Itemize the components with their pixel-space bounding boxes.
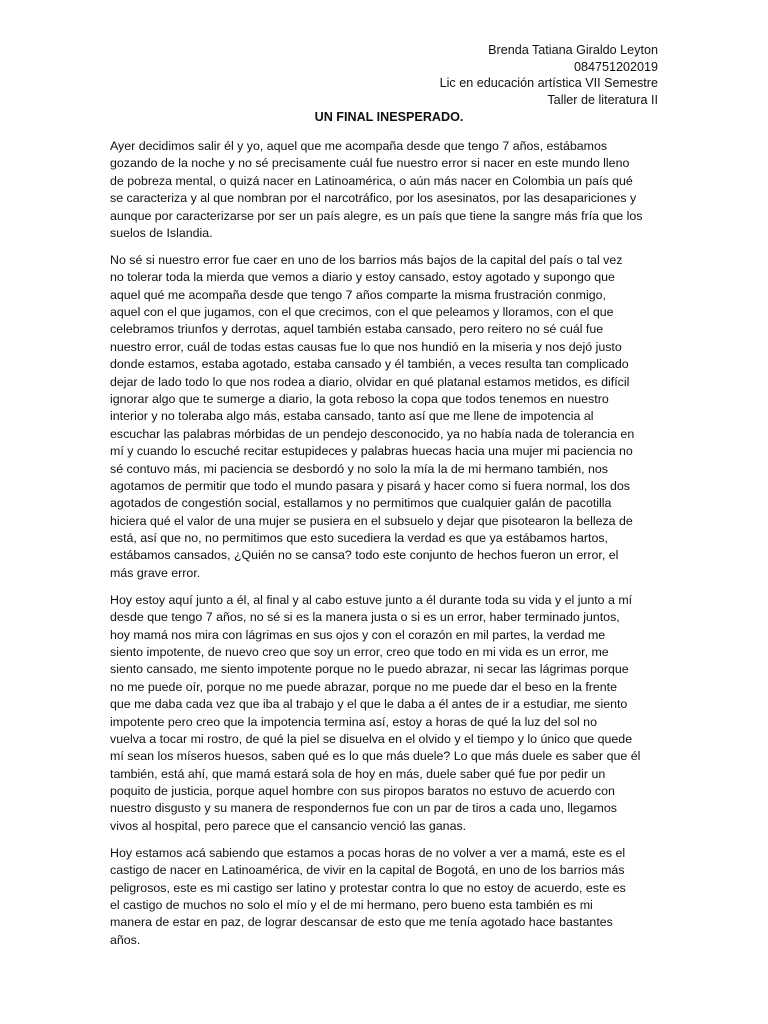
text-line: Hoy estamos acá sabiendo que estamos a pocas horas de no volver a ver a mamá, este es el bbox=[110, 845, 626, 860]
text-line: años. bbox=[110, 932, 141, 947]
text-line: nuestro disgusto y su manera de respondernos fue con un par de tiros a cada uno, llegamos bbox=[110, 801, 617, 816]
program-name: Lic en educación artística VII Semestre bbox=[439, 76, 658, 91]
student-id: 084751202019 bbox=[573, 59, 658, 74]
document-body bbox=[110, 138, 690, 959]
text-line: gozando de la noche y no sé precisamente cuál fue nuestro error si nacer en este mundo lleno bbox=[110, 156, 630, 171]
text-line: aquel con el que jugamos, con el que crecimos, con el que peleamos y lloramos, con el que bbox=[110, 305, 614, 320]
text-line: siento cansado, me siento impotente porque no le puedo abrazar, ni secar las lágrimas porque bbox=[110, 662, 629, 677]
text-line: mí sean los míseros huesos, saben qué es lo que más duele? Lo que más duele es saber que él bbox=[110, 749, 641, 764]
text-line: más grave error. bbox=[110, 565, 201, 580]
text-line: de pobreza mental, o quizá nacer en Latinoamérica, o aún más nacer en Colombia un país qué bbox=[110, 173, 633, 188]
text-line: celebramos triunfos y derrotas, aquel también estaba cansado, pero reitero no sé cuál fue bbox=[110, 322, 604, 337]
paragraph-2 bbox=[110, 252, 690, 582]
text-line: dejar de lado todo lo que nos rodea a diario, olvidar en qué platanal estamos metidos, es difícil bbox=[110, 374, 630, 389]
author-header bbox=[440, 42, 658, 108]
text-line: no me puede oír, porque no me puede abrazar, porque no me puede dar el beso en la frente bbox=[110, 679, 617, 694]
paragraph-1 bbox=[110, 138, 690, 242]
text-line: agotamos de permitir que todo el mundo pasara y pisará y hacer como si fuera normal, los dos bbox=[110, 478, 630, 493]
text-line: donde estamos, estaba agotado, estaba cansado y él también, a veces resulta tan complicado bbox=[110, 357, 629, 372]
course-name: Taller de literatura II bbox=[547, 92, 658, 107]
paragraph-3 bbox=[110, 592, 690, 835]
text-line: mí y cuando lo escuché recitar estupideces y palabras huecas hacia una mujer mi paciencia no bbox=[110, 444, 633, 459]
text-line: No sé si nuestro error fue caer en uno de los barrios más bajos de la capital del país o tal vez bbox=[110, 252, 623, 267]
text-line: nuestro error, cuál de todas estas causas fue lo que nos hundió en la miseria y nos dejó justo bbox=[110, 339, 622, 354]
author-name: Brenda Tatiana Giraldo Leyton bbox=[488, 43, 658, 57]
text-line: impotente pero creo que la impotencia termina así, estoy a horas de qué la luz del sol no bbox=[110, 714, 597, 729]
text-line: manera de estar en paz, de lograr descansar de esto que me tenía agotado hace bastantes bbox=[110, 915, 613, 930]
text-line: peligrosos, este es mi castigo ser latino y protestar contra lo que no estoy de acuerdo, este es bbox=[110, 880, 626, 895]
text-line: no tolerar toda la mierda que vemos a diario y estoy cansado, estoy agotado y supongo que bbox=[110, 270, 615, 285]
text-line: poquito de justicia, porque aquel hombre con sus piropos baratos no estuvo de acuerdo con bbox=[110, 784, 615, 799]
text-line: Hoy estoy aquí junto a él, al final y al cabo estuve junto a él durante toda su vida y el junto a mí bbox=[110, 592, 633, 607]
text-line: hoy mamá nos mira con lágrimas en sus ojos y con el corazón en mil partes, la verdad me bbox=[110, 627, 606, 642]
text-line: aunque por caracterizarse por ser un país alegre, es un país que tiene la sangre más fría que los bbox=[110, 208, 643, 223]
text-line: que me daba cada vez que iba al trabajo y el que le daba a él antes de ir a estudiar, me siento bbox=[110, 697, 628, 712]
text-line: también, está ahí, que mamá estará sola de hoy en más, duele saber qué fue por pedir un bbox=[110, 766, 606, 781]
text-line: vuelva a tocar mi rostro, de qué la piel se disuelva en el olvido y el tiempo y lo único que quede bbox=[110, 731, 633, 746]
text-line: desde que tengo 7 años, no sé si es la manera justa o si es un error, haber terminado juntos, bbox=[110, 610, 620, 625]
text-line: escuchar las palabras mórbidas de un pendejo desconocido, ya no había nada de tolerancia en bbox=[110, 426, 635, 441]
text-line: agotados de congestión social, estallamos y no permitimos que cualquier galán de pacotilla bbox=[110, 496, 612, 511]
text-line: siento impotente, de nuevo creo que soy un error, creo que todo en mi vida es un error, me bbox=[110, 644, 609, 659]
paragraph-4 bbox=[110, 845, 690, 949]
text-line: suelos de Islandia. bbox=[110, 225, 213, 240]
text-line: está, así que no, no permitimos que esto sucediera la verdad es que ya estábamos hartos, bbox=[110, 531, 608, 546]
text-line: Ayer decidimos salir él y yo, aquel que me acompaña desde que tengo 7 años, estábamos bbox=[110, 139, 608, 153]
text-line: aquel qué me acompaña desde que tengo 7 años comparte la misma frustración conmigo, bbox=[110, 287, 606, 302]
text-line: vivos al hospital, pero parece que el cansancio venció las ganas. bbox=[110, 818, 467, 833]
text-line: interior y no toleraba algo más, estaba cansado, tanto así que me llene de impotencia al bbox=[110, 409, 594, 424]
text-line: el castigo de muchos no solo el mío y el de mi hermano, pero bueno esta también es mi bbox=[110, 897, 593, 912]
text-line: estábamos cansados, ¿Quién no se cansa? todo este conjunto de hechos fueron un error, el bbox=[110, 548, 619, 563]
document-title: UN FINAL INESPERADO. bbox=[314, 110, 464, 124]
text-line: castigo de nacer en Latinoamérica, de vivir en la capital de Bogotá, en uno de los barrios más bbox=[110, 863, 625, 878]
text-line: ignorar algo que te sumerge a diario, la gota reboso la copa que todos tenemos en nuestro bbox=[110, 391, 609, 406]
text-line: se caracteriza y al que nombran por el narcotráfico, por los asesinatos, por las desapariciones y bbox=[110, 191, 637, 206]
text-line: sé contuvo más, mi paciencia se desbordó y no solo la mía la de mi hermano también, nos bbox=[110, 461, 608, 476]
text-line: hiciera qué el valor de una mujer se pusiera en el subsuelo y dejar que pisotearon la belleza de bbox=[110, 513, 633, 528]
